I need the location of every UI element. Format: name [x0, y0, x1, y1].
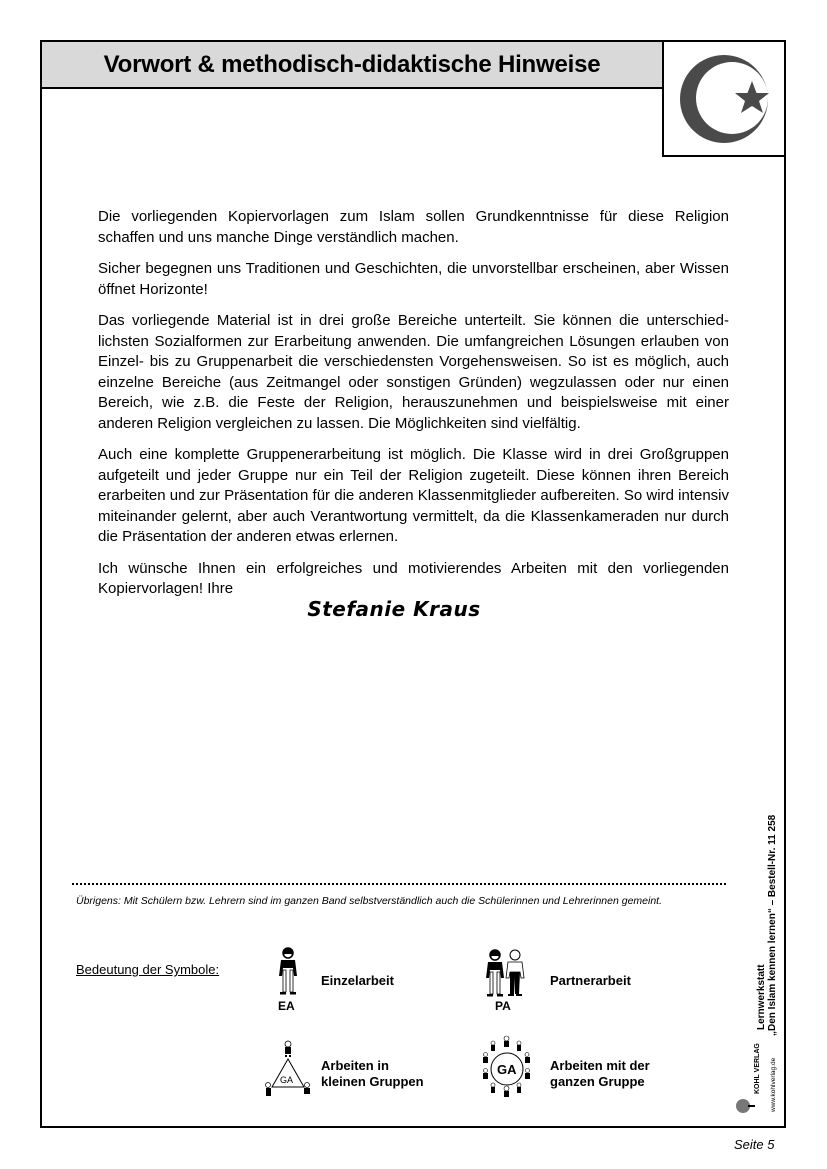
- page-title: Vorwort & methodisch-didaktische Hinweise: [103, 50, 601, 78]
- symbol-abbr-ga-small: GA: [280, 1075, 294, 1085]
- body-text: [98, 207, 729, 611]
- footnote: Übrigens: Mit Schülern bzw. Lehrern sind im ganzen Band selbstverständlich auch die Schülerinnen und Lehrerinnen gemeint.: [76, 895, 663, 907]
- symbol-abbr-ea: EA: [278, 999, 295, 1013]
- publisher-imprint: [730, 780, 785, 1120]
- signature: Stefanie Kraus: [307, 597, 481, 621]
- two-persons-icon: [484, 948, 526, 1000]
- symbol-abbr-pa: PA: [495, 999, 511, 1013]
- dotted-divider: [72, 883, 726, 885]
- legend-colon: :: [215, 962, 220, 977]
- legend-label-text: Bedeutung der Symbole: [76, 962, 216, 977]
- paragraph: Sicher begegnen uns Traditionen und Geschichten, die unvorstellbar erscheinen, aber Wissen öffnet Horizonte!: [98, 260, 729, 298]
- paragraph: Das vorliegende Material ist in drei große Bereiche unterteilt. Sie können die unterschiedlichsten Sozialformen zur Erarbeitung anwenden. Die umfangreichen Lösungen erlauben von Einzel- bis zu Gruppenarbeit die verschiedensten Vorgehensweisen. So ist es möglich, auch einzelne Bereiche (aus Zeitmangel oder sonstigen Gründen) wegzulassen oder nur einen Bereich, wie z.B. die Feste der Religion, herauszunehmen und beispielsweise mit einer anderen Religion vergleichen zu lassen. Die Möglichkeiten sind vielfältig.: [98, 312, 729, 432]
- symbol-label-line: ganzen Gruppe: [550, 1074, 645, 1089]
- paragraph: Ich wünsche Ihnen ein erfolgreiches und motivierendes Arbeiten mit den vorliegenden Kopiervorlagen! Ihre: [98, 559, 729, 597]
- title-bar: [40, 40, 664, 89]
- tree-logo-icon: [734, 1096, 756, 1116]
- symbol-label-line: kleinen Gruppen: [321, 1074, 424, 1089]
- publisher-brand: KOHL VERLAG: [754, 1043, 761, 1094]
- paragraph: Auch eine komplette Gruppenerarbeitung ist möglich. Die Klasse wird in drei Großgruppen aufgeteilt und jeder Gruppe nur ein Teil der Religion zugeteilt. Diese können ihren Bereich erarbeiten und zur Präsentation für die anderen Klassenmitglieder aufbereiten. So wird intensiv miteinander gelernt, aber auch Verantwortung vermittelt, da die Klassenkameraden nur durch die Präsentation der anderen etwas erlernen.: [98, 446, 729, 545]
- logo-box: [662, 40, 786, 157]
- book-title-order-number: „Den Islam kennen lernen“ – Bestell-Nr. 11 258: [767, 814, 778, 1036]
- series-title: Lernwerkstatt: [756, 964, 767, 1030]
- paragraph: Die vorliegenden Kopiervorlagen zum Islam sollen Grundkenntnisse für diese Religion schaffen und uns manche Dinge verständlich machen.: [98, 208, 729, 246]
- legend-label: [76, 962, 219, 977]
- single-person-icon: [276, 946, 300, 998]
- publisher-website: www.kohlverlag.de: [770, 1057, 777, 1112]
- symbol-label-partnerarbeit: Partnerarbeit: [550, 973, 631, 988]
- page-number: Seite 5: [734, 1137, 775, 1152]
- symbol-label-small-groups: [321, 1058, 424, 1090]
- crescent-star-icon: [674, 49, 774, 149]
- symbol-label-line: Arbeiten in: [321, 1058, 389, 1073]
- small-group-triangle-icon: [263, 1040, 313, 1098]
- symbol-label-einzelarbeit: Einzelarbeit: [321, 973, 394, 988]
- symbol-label-whole-group: [550, 1058, 650, 1090]
- symbol-label-line: Arbeiten mit der: [550, 1058, 650, 1073]
- symbol-abbr-ga-whole: GA: [497, 1062, 517, 1077]
